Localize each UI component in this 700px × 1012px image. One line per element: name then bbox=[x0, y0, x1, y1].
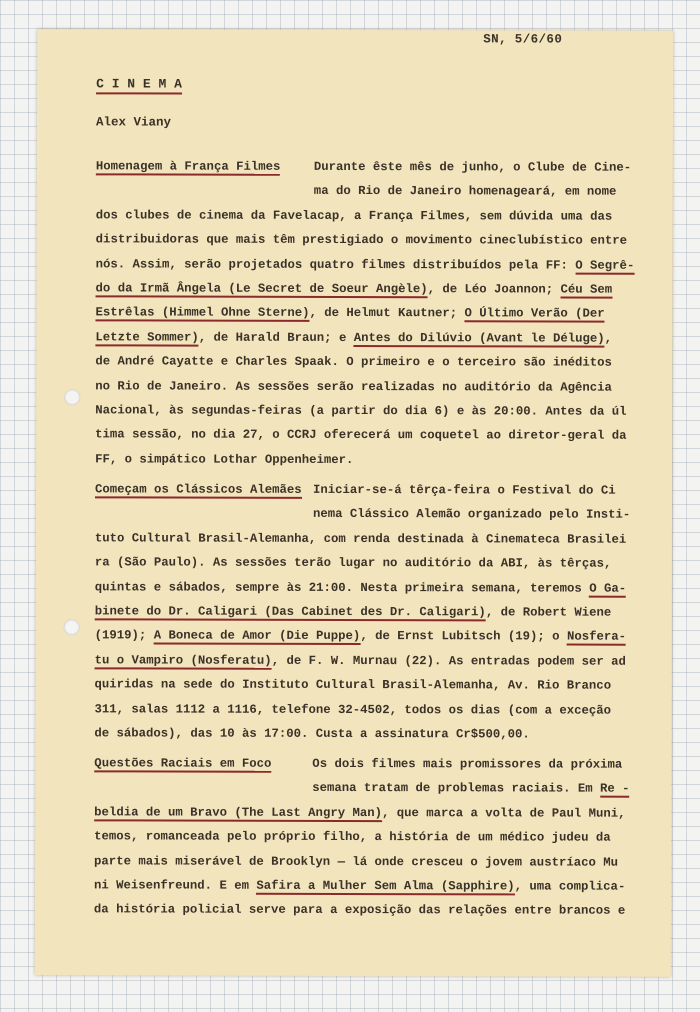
text-line bbox=[94, 776, 654, 802]
text-segment: , de Léo Joannon; bbox=[427, 282, 561, 297]
text-segment: Durante êste mês de junho, o Clube de Cine- bbox=[313, 159, 632, 175]
text-line bbox=[94, 849, 654, 875]
text-line bbox=[95, 447, 655, 473]
text-segment: distribuidoras que mais têm prestigiado o movimento cineclubístico entre bbox=[95, 232, 628, 248]
text-line bbox=[94, 898, 654, 924]
article-section bbox=[94, 477, 655, 747]
film-title: Safira a Mulher Sem Alma (Sapphire) bbox=[256, 878, 515, 894]
text-segment: Iniciar-se-á têrça-feira o Festival do Ci bbox=[313, 482, 616, 498]
film-title: binete do Dr. Caligari (Das Cabinet des Dr. Caligari) bbox=[94, 604, 486, 620]
film-title: beldia de um Bravo (The Last Angry Man) bbox=[94, 805, 383, 820]
film-title: Estrêlas (Himmel Ohne Sterne) bbox=[95, 305, 310, 321]
typed-page bbox=[35, 29, 673, 977]
text-line bbox=[95, 575, 655, 601]
film-title: O Último Verão (Der bbox=[464, 306, 605, 321]
text-line bbox=[94, 873, 654, 899]
section-heading: Homenagem à França Filmes bbox=[95, 159, 281, 174]
text-segment: Nacional, às segundas-feiras (a partir do dia 6) e às 20:00. Antes da úl bbox=[95, 403, 627, 419]
text-line bbox=[94, 800, 654, 826]
text-segment: semana tratam de problemas raciais. Em bbox=[312, 781, 601, 797]
text-segment: no Rio de Janeiro. As sessões serão realizadas no auditório da Agência bbox=[95, 378, 612, 395]
text-line bbox=[95, 624, 655, 650]
text-segment: , de F. W. Murnau (22). As entradas podem ser ad bbox=[271, 653, 626, 669]
film-title: tu o Vampiro (Nosferatu) bbox=[94, 653, 272, 668]
text-line bbox=[95, 325, 655, 351]
text-segment: tuto Cultural Brasil-Alemanha, com renda destinada à Cinemateca Brasilei bbox=[94, 531, 627, 547]
text-line bbox=[95, 349, 655, 375]
text-segment: , de Ernst Lubitsch (19); o bbox=[360, 629, 567, 644]
text-line bbox=[95, 301, 655, 327]
text-segment: da história policial serve para a exposição das relações entre brancos e bbox=[93, 902, 626, 919]
text-segment: ni Weisenfreund. E em bbox=[93, 878, 257, 893]
text-segment: 311, salas 1112 a 1116, telefone 32-4502, todos os dias (com a exceção bbox=[94, 701, 612, 718]
section-heading: Questões Raciais em Foco bbox=[94, 756, 272, 771]
text-segment: de sábados), das 10 às 17:00. Custa a assinatura Cr$500,00. bbox=[94, 726, 530, 742]
text-line bbox=[95, 477, 655, 503]
text-line bbox=[94, 697, 654, 723]
film-title: Letzte Sommer) bbox=[95, 330, 199, 345]
text-line bbox=[95, 374, 655, 400]
text-segment: ra (São Paulo). As sessões terão lugar no auditório da ABI, às têrças, bbox=[94, 555, 612, 571]
text-line bbox=[96, 203, 656, 229]
film-title: O Segrê- bbox=[575, 258, 635, 273]
text-line bbox=[95, 526, 655, 552]
text-segment: nema Clássico Alemão organizado pelo Insti- bbox=[312, 507, 631, 523]
text-segment: , uma complica- bbox=[514, 879, 626, 894]
document-reference: SN, 5/6/60 bbox=[483, 32, 563, 47]
text-segment: quiridas na sede do Instituto Cultural Brasil-Alemanha, Av. Rio Branco bbox=[94, 677, 612, 693]
text-segment: (1919); bbox=[94, 628, 154, 643]
text-segment: , de Robert Wiene bbox=[485, 605, 612, 620]
text-line bbox=[96, 154, 656, 180]
text-segment: FF, o simpático Lothar Oppenheimer. bbox=[95, 452, 354, 467]
text-segment: dos clubes de cinema da Favelacap, a França Filmes, sem dúvida uma das bbox=[95, 208, 613, 224]
film-title: Céu Sem bbox=[560, 282, 613, 297]
text-line bbox=[96, 179, 656, 205]
text-line bbox=[94, 751, 654, 777]
text-segment: parte mais miserável de Brooklyn — lá onde cresceu o jovem austríaco Mu bbox=[94, 853, 619, 870]
film-title: O Ga- bbox=[589, 581, 627, 596]
film-title: Re - bbox=[600, 782, 630, 797]
text-line bbox=[95, 648, 655, 674]
text-line bbox=[95, 502, 655, 528]
film-title: do da Irmã Ângela (Le Secret de Soeur Angèle) bbox=[95, 281, 428, 297]
punch-hole bbox=[64, 389, 80, 405]
text-segment: quintas e sábados, sempre às 21:00. Nesta primeira semana, teremos bbox=[94, 579, 590, 596]
film-title: A Boneca de Amor (Die Puppe) bbox=[153, 628, 361, 644]
film-title: Antes do Dilúvio (Avant le Déluge) bbox=[353, 330, 605, 346]
text-line bbox=[95, 599, 655, 625]
page-title: C I N E M A bbox=[96, 76, 182, 94]
text-line bbox=[94, 824, 654, 850]
text-segment: , que marca a volta de Paul Muni, bbox=[381, 805, 626, 821]
text-line bbox=[95, 423, 655, 449]
text-segment: tima sessão, no dia 27, o CCRJ oferecerá um coquetel ao diretor-geral da bbox=[95, 427, 627, 444]
text-segment: ma do Rio de Janeiro homenageará, em nome bbox=[313, 184, 617, 200]
text-line bbox=[94, 672, 654, 698]
punch-hole bbox=[64, 619, 80, 635]
text-segment: , de Helmut Kautner; bbox=[309, 306, 465, 321]
text-line bbox=[95, 550, 655, 576]
text-line bbox=[96, 227, 656, 253]
author-name: Alex Viany bbox=[95, 115, 172, 130]
text-segment: de André Cayatte e Charles Spaak. O primeiro e o terceiro são inéditos bbox=[95, 354, 612, 370]
article-section bbox=[95, 154, 656, 473]
text-line bbox=[95, 398, 655, 424]
text-segment: , de Harald Braun; e bbox=[198, 330, 354, 345]
text-segment: Os dois filmes mais promissores da próxima bbox=[312, 756, 623, 772]
text-segment: nós. Assim, serão projetados quatro filmes distribuídos pela FF: bbox=[95, 256, 576, 273]
text-line bbox=[96, 276, 656, 302]
section-heading: Começam os Clássicos Alemães bbox=[95, 482, 302, 497]
film-title: Nosfera- bbox=[566, 629, 627, 645]
text-line bbox=[96, 252, 656, 278]
article-section bbox=[94, 751, 654, 923]
text-segment: temos, romanceada pelo próprio filho, a história de um médico judeu da bbox=[94, 829, 611, 845]
text-segment: , bbox=[604, 331, 613, 346]
text-line bbox=[94, 721, 654, 747]
